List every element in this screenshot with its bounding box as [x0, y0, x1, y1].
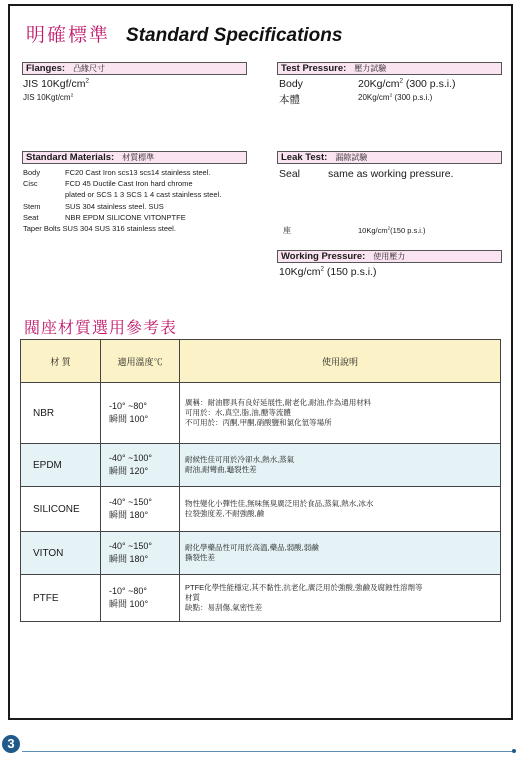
- table-row: [21, 383, 501, 444]
- materials-label-cn: 材質標準: [122, 153, 155, 162]
- table-row: [21, 532, 501, 575]
- temperature-range: -40° ~150° 瞬間 180°: [101, 532, 180, 575]
- seat-label: 座: [283, 226, 291, 235]
- test-pressure-label: Test Pressure:: [281, 63, 347, 74]
- page-title: [26, 20, 342, 47]
- body-cn-value: $20Kg/cm^2$ (300 p.s.i.): [358, 93, 433, 102]
- material-row: Stem SUS 304 stainless steel. SUS: [23, 202, 164, 211]
- usage-description: 廣稱：耐油膠具有良好延展性,耐老化,耐油,作為通用材料 可用於：水,真空,脂,油,醣等流體 不可用於：丙酮,甲酮,硝酸鹽和氯化氫等場所: [180, 383, 501, 444]
- page-number-badge: 3: [2, 735, 20, 753]
- material-name: PTFE: [21, 575, 101, 622]
- footer-dot: [512, 749, 516, 753]
- flanges-line2: JIS $10Kgt/cm^2$: [23, 93, 74, 102]
- flanges-header: [22, 62, 247, 75]
- working-pressure-value: $10Kg/cm^2$ (150 p.s.i.): [279, 265, 377, 278]
- body-cn-label: 本體: [279, 94, 300, 106]
- seat-value: $10Kg/cm^2(150$ p.s.i.): [358, 225, 426, 235]
- usage-description: 耐化學藥品性可用於高溫,藥品,弱酸,弱鹼 撕裂性差: [180, 532, 501, 575]
- flanges-line1: JIS $10Kgf/cm^2$: [23, 77, 89, 90]
- header-temperature: 適用溫度℃: [101, 340, 180, 383]
- table-row: [21, 444, 501, 487]
- material-name: NBR: [21, 383, 101, 444]
- material-row: Cisc FCD 45 Ductile Cast Iron hard chrome: [23, 179, 193, 188]
- selection-title: 閥座材質選用參考表: [24, 318, 178, 337]
- flanges-label: Flanges:: [26, 63, 66, 74]
- flanges-label-cn: 凸緣尺寸: [73, 64, 106, 73]
- temperature-range: -40° ~150° 瞬間 180°: [101, 487, 180, 532]
- working-pressure-label-cn: 使用壓力: [373, 252, 406, 261]
- leak-test-label: Leak Test:: [281, 152, 328, 163]
- temperature-range: -10° ~80° 瞬間 100°: [101, 383, 180, 444]
- body-value: $20Kg/cm^2$ (300 p.s.i.): [358, 77, 456, 90]
- materials-header: [22, 151, 247, 164]
- usage-description: 物性變化小彈性佳,無味無臭廣泛用於食品,蒸氣,熱水,冰水 拉裂強度差,不耐強酸,鹼: [180, 487, 501, 532]
- leak-test-header: [277, 151, 502, 164]
- header-description: 使用說明: [180, 340, 501, 383]
- test-pressure-label-cn: 壓力試驗: [354, 64, 387, 73]
- seal-value: same as working pressure.: [328, 168, 454, 180]
- seal-label: Seal: [279, 168, 301, 180]
- table-row: [21, 487, 501, 532]
- usage-description: PTFE化學性能穩定,其不黏性,抗老化,廣泛用於強酸,強鹼及腐蝕性溶劑等 材質 缺點：易刮傷,氣密性差: [180, 575, 501, 622]
- test-pressure-header: [277, 62, 502, 75]
- material-name: VITON: [21, 532, 101, 575]
- title-chinese: 明確標準: [26, 24, 111, 46]
- working-pressure-label: Working Pressure:: [281, 251, 366, 262]
- temperature-range: -10° ~80° 瞬間 100°: [101, 575, 180, 622]
- title-english: Standard Specifications: [126, 25, 343, 46]
- material-name: SILICONE: [21, 487, 101, 532]
- material-row: Body FC20 Cast Iron scs13 scs14 stainless steel.: [23, 168, 211, 177]
- material-row: Seat NBR EPDM SILICONE VITONPTFE: [23, 213, 186, 222]
- working-pressure-header: [277, 250, 502, 263]
- table-header-row: [21, 340, 501, 383]
- material-row: Taper Bolts SUS 304 SUS 316 stainless steel.: [23, 224, 176, 233]
- material-name: EPDM: [21, 444, 101, 487]
- footer-rule: [22, 751, 514, 752]
- body-label: Body: [279, 78, 303, 90]
- temperature-range: -40° ~100° 瞬間 120°: [101, 444, 180, 487]
- table-row: [21, 575, 501, 622]
- materials-label: Standard Materials:: [26, 152, 115, 163]
- seat-material-table: [20, 339, 501, 622]
- header-material: 材 質: [21, 340, 101, 383]
- usage-description: 耐候性佳可用於冷卻水,熱水,蒸氣 耐油,耐彎曲,龜裂性差: [180, 444, 501, 487]
- material-row: plated or SCS 1 3 SCS 1 4 cast stainless steel.: [65, 190, 222, 199]
- leak-test-label-cn: 漏隙試驗: [335, 153, 368, 162]
